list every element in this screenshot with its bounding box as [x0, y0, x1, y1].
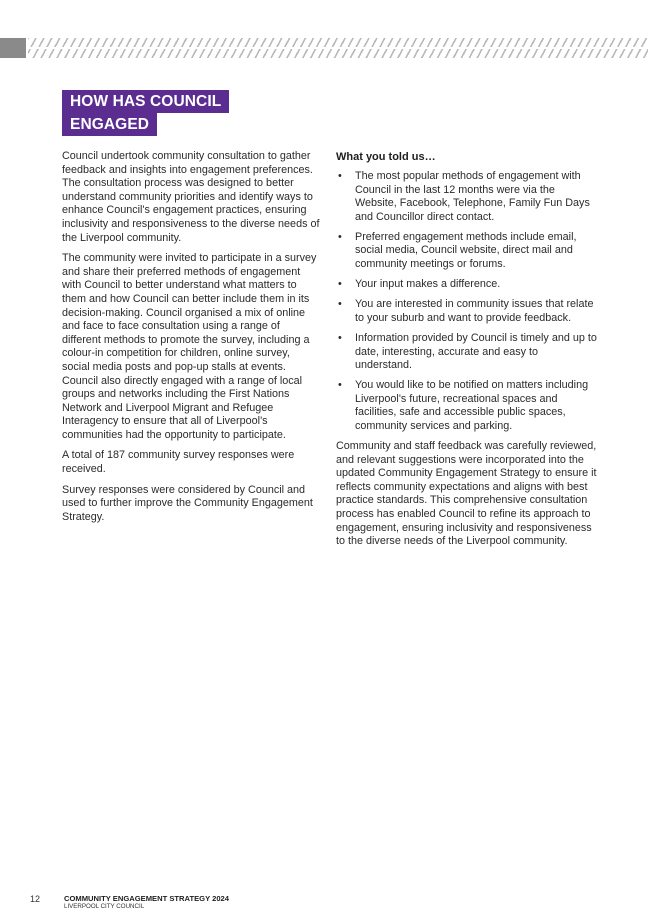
page-footer — [30, 894, 229, 911]
bullet-icon: • — [338, 331, 342, 344]
left-column — [62, 150, 320, 531]
page-number: 12 — [30, 894, 41, 904]
header-hatch-pattern — [28, 38, 648, 58]
list-item — [336, 332, 598, 373]
header-accent-block — [0, 38, 26, 58]
bullet-icon: • — [338, 379, 342, 392]
list-item — [336, 170, 598, 224]
section-heading — [62, 90, 229, 136]
bullet-icon: • — [338, 278, 342, 291]
list-item-text: You would like to be notified on matters including Liverpool's future, recreational spaces and facilities, safe and accessible public spaces, community services and parking. — [355, 379, 589, 432]
footer-text — [64, 894, 229, 911]
bullet-icon: • — [338, 170, 342, 182]
paragraph: Survey responses were considered by Council and used to further improve the Community Engagement Strategy. — [62, 483, 313, 523]
list-item-text: Information provided by Council is timely and up to date, interesting, accurate and easy to understand. — [355, 331, 597, 372]
heading-line-2: ENGAGED — [62, 113, 157, 136]
organisation-name: LIVERPOOL CITY COUNCIL — [64, 903, 145, 910]
list-item-text: The most popular methods of engagement with Council in the last 12 months were via the Website, Facebook, Telephone, Family Fun Days and Councillor direct contact. — [355, 170, 590, 223]
list-item-text: Your input makes a difference. — [355, 278, 501, 291]
heading-line-1: HOW HAS COUNCIL — [62, 90, 229, 113]
list-item — [336, 379, 598, 433]
findings-list — [336, 170, 598, 434]
document-title: COMMUNITY ENGAGEMENT STRATEGY 2024 — [64, 894, 229, 903]
bullet-icon: • — [338, 298, 342, 311]
list-item-text: You are interested in community issues that relate to your suburb and want to provide feedback. — [355, 298, 594, 324]
list-item — [336, 278, 598, 292]
list-item — [336, 231, 598, 272]
list-item — [336, 298, 598, 325]
paragraph: The community were invited to participate in a survey and share their preferred methods of engagement with Council to better understand what matters to them and how Council can better include them in its decision-making. Council organised a mix of online and face to face consultation using a range of different methods to promote the survey, including a colour-in competition for children, online survey, social media posts and pop-up stalls at events. Council also directly engaged with a range of local groups and networks including the First Nations Network and Liverpool Migrant and Refugee Interagency to ensure that all of Liverpool's communities had the opportunity to participate. — [62, 252, 317, 441]
subheading: What you told us… — [336, 151, 436, 163]
closing-paragraph: Community and staff feedback was carefully reviewed, and relevant suggestions were incorporated into the updated Community Engagement Strategy to ensure it reflects community expectations and aligns with best practice standards. This comprehensive consultation process has enabled Council to refine its approach to engagement, ensuring inclusivity and responsiveness to the diverse needs of the Liverpool community. — [336, 440, 597, 548]
list-item-text: Preferred engagement methods include email, social media, Council website, direct mail and community meetings or forums. — [355, 230, 577, 271]
right-column — [336, 150, 598, 556]
paragraph: Council undertook community consultation to gather feedback and insights into engagement preferences. The consultation process was designed to better understand community priorities and identify ways to enhance Council's engagement practices, ensuring inclusivity and responsiveness to the diverse needs of the Liverpool community. — [62, 150, 320, 244]
paragraph: A total of 187 community survey responses were received. — [62, 449, 295, 476]
bullet-icon: • — [338, 230, 342, 243]
